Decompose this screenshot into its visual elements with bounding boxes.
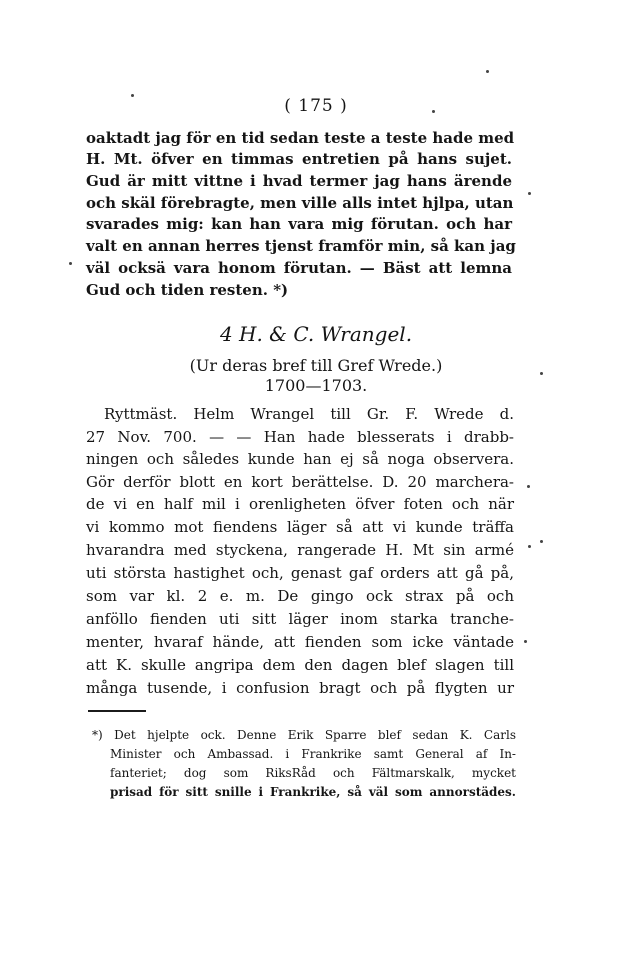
scan-speck: [524, 640, 527, 643]
text-line: som var kl. 2 e. m. De gingo ock strax på och: [86, 587, 514, 605]
text-line: Gud och tiden resten. *): [86, 281, 289, 299]
text-line: menter, hvaraf hände, att fienden som icke väntade: [86, 633, 514, 651]
section-subtitle: (Ur deras bref till Gref Wrede.): [189, 356, 443, 375]
text-line: och skäl förebragte, men ville alls intet hjlpa, utan: [86, 194, 514, 212]
text-line: hvarandra med styckena, rangerade H. Mt sin armé: [86, 541, 514, 559]
text-line: Ryttmäst. Helm Wrangel till Gr. F. Wrede d.: [104, 405, 514, 423]
text-line: uti största hastighet och, genast gaf orders att gå på,: [86, 564, 514, 582]
scan-speck: [432, 110, 435, 113]
page-number-header: ( 175 ): [284, 96, 348, 116]
scan-speck: [527, 485, 530, 488]
footnote-line: *) Det hjelpte ock. Denne Erik Sparre blef sedan K. Carls: [92, 728, 516, 742]
footnote-line: Minister och Ambassad. i Frankrike samt General af In-: [110, 747, 516, 761]
footnote-line: fanteriet; dog som RiksRåd och Fältmarskalk, mycket: [110, 766, 516, 780]
scan-speck: [486, 70, 489, 73]
scan-speck: [540, 372, 543, 375]
scan-speck: [540, 540, 543, 543]
text-line: väl ocksä vara honom förutan. — Bäst att lemna: [86, 259, 512, 277]
scan-speck: [528, 192, 531, 195]
text-line: många tusende, i confusion bragt och på flygten ur: [86, 679, 514, 697]
text-line: oaktadt jag för en tid sedan teste a teste hade med: [86, 129, 515, 147]
text-line: Gud är mitt vittne i hvad termer jag hans ärende: [86, 172, 512, 190]
footnote-divider: [88, 710, 146, 712]
text-line: 27 Nov. 700. — — Han hade blesserats i drabb-: [86, 428, 514, 446]
text-line: de vi en half mil i orenligheten öfver foten och när: [86, 495, 514, 513]
scan-speck: [69, 262, 72, 265]
text-line: vi kommo mot fiendens läger så att vi kunde träffa: [86, 518, 514, 536]
text-line: Gör derför blott en kort berättelse. D. 20 marchera-: [86, 473, 514, 491]
scan-speck: [528, 545, 531, 548]
scan-speck: [131, 94, 134, 97]
section-years: 1700—1703.: [264, 376, 368, 395]
text-line: H. Mt. öfver en timmas entretien på hans sujet.: [86, 150, 512, 168]
section-title: 4 H. & C. Wrangel.: [219, 322, 413, 346]
text-line: ningen och således kunde han ej så noga observera.: [86, 450, 514, 468]
text-line: att K. skulle angripa dem den dagen blef slagen till: [86, 656, 514, 674]
text-line: anföllo fienden uti sitt läger inom starka tranche-: [86, 610, 514, 628]
text-line: svarades mig: kan han vara mig förutan. och har: [86, 215, 512, 233]
footnote-line: prisad för sitt snille i Frankrike, så väl som annorstädes.: [110, 785, 516, 799]
text-line: valt en annan herres tjenst framför min, så kan jag: [86, 237, 516, 255]
